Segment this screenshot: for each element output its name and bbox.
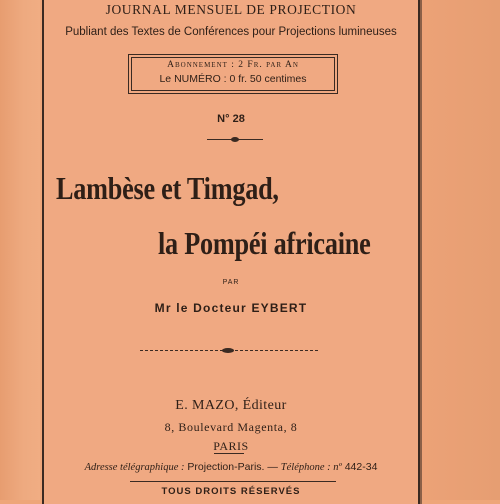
byline-par: PAR [222, 279, 240, 286]
telegraph-value: Projection-Paris. [187, 461, 265, 473]
phone-label: Téléphone : nº [280, 462, 342, 473]
publisher-name: E. MAZO, Éditeur [175, 398, 287, 413]
frame-line [420, 0, 422, 504]
rights-notice: TOUS DROITS RÉSERVÉS [161, 486, 301, 497]
price-box [131, 57, 335, 91]
title-line-2: la Pompéi africaine [158, 225, 371, 261]
issue-number: N° 28 [217, 113, 245, 125]
background-left-margin [0, 0, 40, 500]
background-right-margin [420, 0, 500, 500]
publisher-city: PARIS [213, 439, 249, 453]
author-name: Mr le Docteur EYBERT [154, 301, 308, 315]
telegraph-label: Adresse télégraphique : [84, 462, 185, 473]
phone-value: 442-34 [344, 461, 378, 473]
contact-separator: — [267, 461, 278, 473]
journal-subtitle: Publiant des Textes de Conférences pour Projections lumineuses [65, 26, 397, 38]
contact-underline [130, 481, 336, 482]
city-underline [214, 453, 244, 454]
title-line-1: Lambèse et Timgad, [56, 170, 279, 206]
ornament-divider-long [140, 350, 318, 351]
journal-title: JOURNAL MENSUEL DE PROJECTION [105, 2, 357, 17]
ornament-divider [207, 139, 263, 140]
publisher-address: 8, Boulevard Magenta, 8 [164, 420, 298, 434]
subscription-price: Abonnement : 2 Fr. par An [167, 60, 299, 70]
issue-price: Le NUMÉRO : 0 fr. 50 centimes [159, 73, 307, 85]
contact-line [42, 461, 420, 473]
